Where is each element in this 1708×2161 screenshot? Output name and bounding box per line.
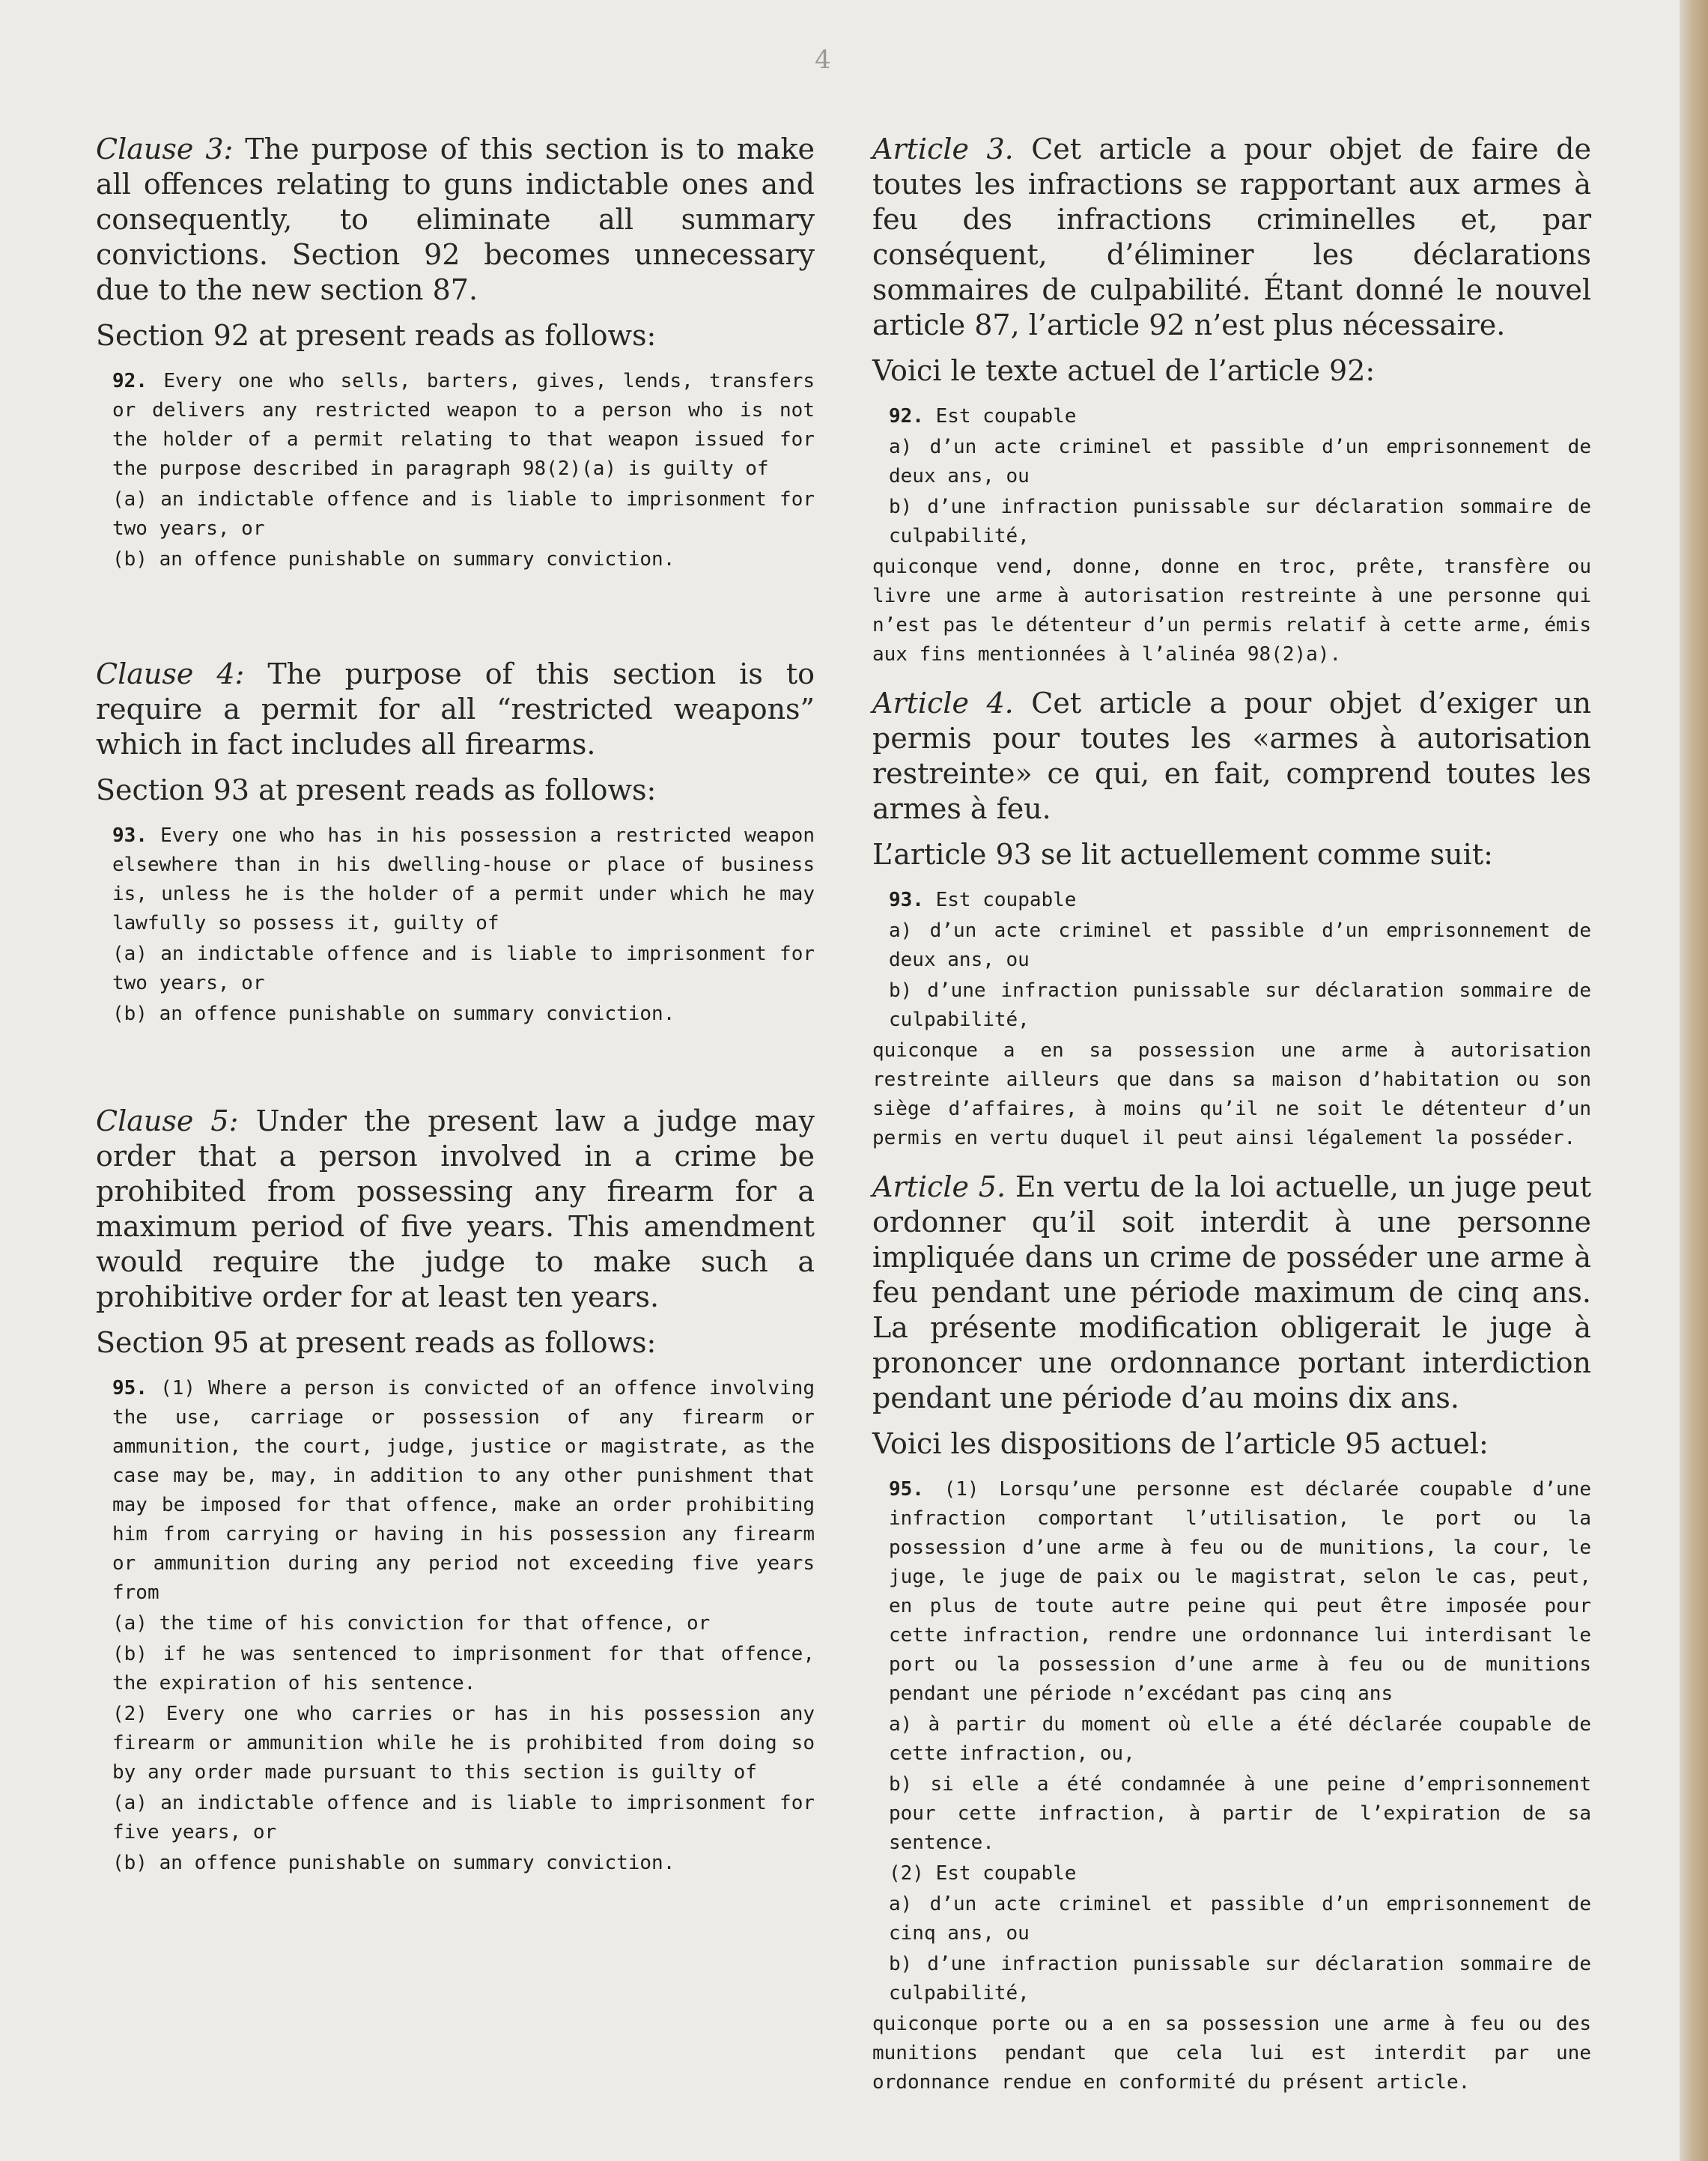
article-4-explanation [872,686,1591,827]
article-92-body: Est coupable [923,405,1077,428]
article-3 [872,132,1591,669]
article-4-intro: L’article 93 se lit actuellement comme suit: [872,838,1493,871]
article-4-text: Cet article a pour objet d’exiger un permis pour toutes les «armes à autorisation restreinte» ce qui, en fait, comprend toutes les armes à feu. [872,687,1591,825]
article-95-number: 95. [889,1478,924,1501]
article-3-tag: Article 3. [872,133,1014,165]
article-3-text: Cet article a pour objet de faire de toutes les infractions se rapportant aux armes à feu des infractions criminelles et, par conséquent, d’éliminer les déclarations sommaires de culpabilité. Étant donné le nouvel article 87, l’article 92 n’est plus nécessaire. [872,133,1591,341]
section-92-number: 92. [112,370,148,392]
clause-5-intro: Section 95 at present reads as follows: [96,1326,657,1359]
article-4 [872,686,1591,1153]
article-93-rest: quiconque a en sa possession une arme à autorisation restreinte ailleurs que dans sa maison d’habitation ou son siège d’affaires, à moins qu’il ne soit le détenteur d’un permis en vertu duquel il peut ainsi légalement la posséder. [872,1039,1591,1149]
section-95-number: 95. [112,1377,148,1399]
article-95-text [872,1475,1591,2097]
clause-3-text: The purpose of this section is to make all offences relating to guns indictable ones and consequently, to eliminate all summary convictions. Section 92 becomes unnecessary due to the new section 87. [96,133,815,306]
section-95-para-a: (a) the time of his conviction for that offence, or [112,1612,711,1635]
clause-5-explanation [96,1104,815,1315]
clause-4-explanation [96,657,815,762]
section-93-para-a: (a) an indictable offence and is liable to imprisonment for two years, or [112,943,815,994]
article-5-intro: Voici les dispositions de l’article 95 actuel: [872,1427,1489,1460]
english-column [96,132,815,1923]
section-92-text [96,367,815,574]
article-93-number: 93. [889,889,924,911]
article-95-body: (1) Lorsqu’une personne est déclarée coupable d’une infraction comportant l’utilisation, le port ou la possession d’une arme à feu ou de munitions, la cour, le juge, le juge de paix ou le magistrat, selon le cas, peut, en plus de toute autre peine qui peut être imposée pour cette infraction, rendre une ordonnance lui interdisant le port ou la possession d’une arme à feu ou de munitions pendant une période n’excédant pas cinq ans [889,1478,1591,1705]
clause-3-intro: Section 92 at present reads as follows: [96,319,657,352]
article-95-para-a: a) à partir du moment où elle a été déclarée coupable de cette infraction, ou, [889,1713,1591,1765]
clause-4-intro: Section 93 at present reads as follows: [96,773,657,806]
section-95-2-para-b: (b) an offence punishable on summary conviction. [112,1852,675,1874]
section-92-body: Every one who sells, barters, gives, lends, transfers or delivers any restricted weapon to a person who is not the holder of a permit relating to that weapon issued for the purpose described in paragraph 98(2)(a) is guilty of [112,370,815,480]
section-92-para-b: (b) an offence punishable on summary conviction. [112,548,675,571]
section-95-subsection-2: (2) Every one who carries or has in his possession any firearm or ammunition while he is prohibited from doing so by any order made pursuant to this section is guilty of [112,1703,815,1784]
article-92-para-b: b) d’une infraction punissable sur déclaration sommaire de culpabilité, [889,496,1591,547]
section-93-text [96,821,815,1029]
article-95-2-para-a: a) d’un acte criminel et passible d’un emprisonnement de cinq ans, ou [889,1893,1591,1945]
clause-5-text: Under the present law a judge may order that a person involved in a crime be prohibited from possessing any firearm for a maximum period of five years. This amendment would require the judge to make such a prohibitive order for at least ten years. [96,1104,815,1313]
french-column [872,132,1591,2114]
page-number: 4 [815,45,831,75]
section-95-para-b: (b) if he was sentenced to imprisonment for that offence, the expiration of his sentence. [112,1643,815,1695]
clause-3 [96,132,815,574]
article-3-intro: Voici le texte actuel de l’article 92: [872,354,1376,387]
article-5-tag: Article 5. [872,1170,1006,1203]
section-93-body: Every one who has in his possession a restricted weapon elsewhere than in his dwelling-house or place of business is, unless he is the holder of a permit under which he may lawfully so possess it, guilty of [112,824,815,934]
section-95-text [96,1374,815,1878]
article-92-rest: quiconque vend, donne, donne en troc, prête, transfère ou livre une arme à autorisation restreinte à une personne qui n’est pas le détenteur d’un permis relatif à cette arme, émis aux fins mentionnées à l’alinéa 98(2)a). [872,556,1591,666]
article-95-subsection-2: (2) Est coupable [889,1862,1077,1885]
article-93-para-a: a) d’un acte criminel et passible d’un emprisonnement de deux ans, ou [889,920,1591,971]
clause-3-tag: Clause 3: [96,133,234,165]
section-93-para-b: (b) an offence punishable on summary conviction. [112,1003,675,1025]
clause-4 [96,657,815,1029]
section-95-2-para-a: (a) an indictable offence and is liable to imprisonment for five years, or [112,1792,815,1844]
article-4-tag: Article 4. [872,687,1014,720]
article-5-text: En vertu de la loi actuelle, un juge peut ordonner qu’il soit interdit à une personne impliquée dans un crime de posséder une arme à feu pendant une période maximum de cinq ans. La présente modification obligerait le juge à prononcer une ordonnance portant interdiction pendant une période d’au moins dix ans. [872,1170,1591,1414]
clause-5-tag: Clause 5: [96,1104,239,1137]
article-92-para-a: a) d’un acte criminel et passible d’un emprisonnement de deux ans, ou [889,436,1591,487]
section-95-body: (1) Where a person is convicted of an offence involving the use, carriage or possession of any firearm or ammunition, the court, judge, justice or magistrate, as the case may be, may, in addition to any other punishment that may be imposed for that offence, make an order prohibiting him from carrying or having in his possession any firearm or ammunition during any period not exceeding five years from [112,1377,815,1604]
clause-4-text: The purpose of this section is to require a permit for all “restricted weapons” which in fact includes all firearms. [96,657,815,761]
clause-3-explanation [96,132,815,308]
clause-4-tag: Clause 4: [96,657,245,690]
article-95-2-para-b: b) d’une infraction punissable sur déclaration sommaire de culpabilité, [889,1953,1591,2005]
article-92-text [872,402,1591,669]
article-5 [872,1170,1591,2097]
article-95-para-b: b) si elle a été condamnée à une peine d’emprisonnement pour cette infraction, à partir de l’expiration de sa sentence. [889,1773,1591,1854]
article-3-explanation [872,132,1591,343]
page-edge [1680,0,1708,2161]
article-95-rest: quiconque porte ou a en sa possession une arme à feu ou des munitions pendant que cela lui est interdit par une ordonnance rendue en conformité du présent article. [872,2013,1591,2094]
section-93-number: 93. [112,824,148,847]
article-5-explanation [872,1170,1591,1416]
article-93-para-b: b) d’une infraction punissable sur déclaration sommaire de culpabilité, [889,979,1591,1031]
article-93-text [872,886,1591,1153]
article-93-body: Est coupable [923,889,1077,911]
article-92-number: 92. [889,405,924,428]
clause-5 [96,1104,815,1878]
section-92-para-a: (a) an indictable offence and is liable to imprisonment for two years, or [112,488,815,540]
